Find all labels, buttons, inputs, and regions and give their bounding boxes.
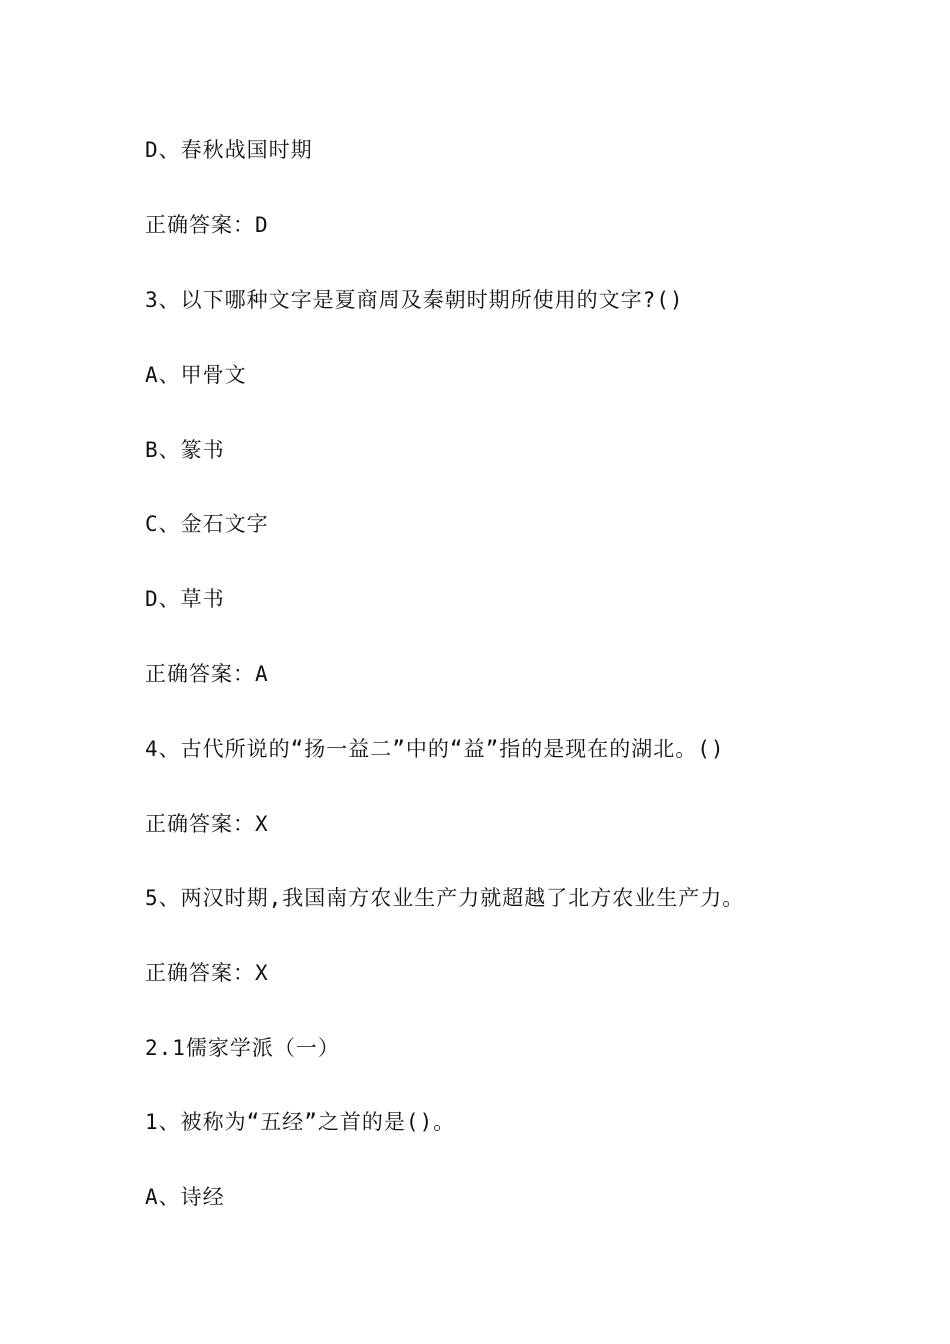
answer-line: 正确答案：D: [145, 213, 269, 237]
option-a-line: A、诗经: [145, 1185, 225, 1209]
answer-line: 正确答案：X: [145, 961, 269, 985]
option-b-line: B、篆书: [145, 438, 225, 462]
answer-line: 正确答案：A: [145, 662, 269, 686]
question-4-line: 4、古代所说的“扬一益二”中的“益”指的是现在的湖北。(): [145, 737, 725, 761]
option-d-line: D、草书: [145, 587, 225, 611]
question-3-line: 3、以下哪种文字是夏商周及秦朝时期所使用的文字?(): [145, 288, 684, 312]
question-5-line: 5、两汉时期,我国南方农业生产力就超越了北方农业生产力。: [145, 886, 745, 910]
section-heading: 2.1儒家学派（一）: [145, 1036, 340, 1060]
answer-line: 正确答案：X: [145, 812, 269, 836]
option-d-line: D、春秋战国时期: [145, 138, 313, 162]
option-c-line: C、金石文字: [145, 512, 269, 536]
question-1-line: 1、被称为“五经”之首的是()。: [145, 1110, 456, 1134]
option-a-line: A、甲骨文: [145, 363, 247, 387]
